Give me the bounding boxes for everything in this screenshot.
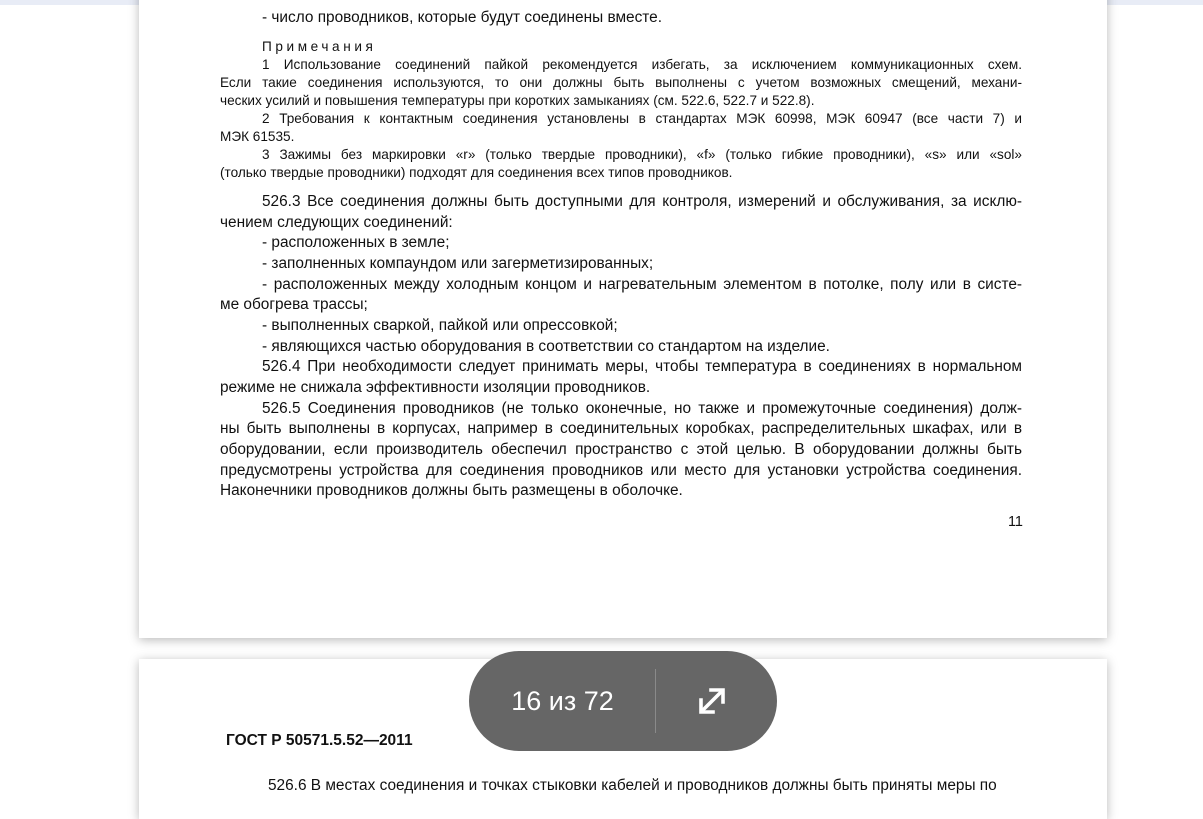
- body-line: 526.6 В местах соединения и точках стыковки кабелей и проводников должны быть приняты меры по: [268, 777, 997, 794]
- body-line: режиме не снижала эффективности изоляции проводников.: [220, 379, 651, 396]
- note-line: ческих усилий и повышения температуры при коротких замыканиях (см. 522.6, 522.7 и 522.8).: [220, 93, 815, 108]
- body-line: 526.3 Все соединения должны быть доступными для контроля, измерений и обслуживания, за исклю-: [262, 193, 1022, 210]
- body-line: - расположенных между холодным концом и нагревательным элементом в потолке, полу или в систе-: [262, 276, 1022, 293]
- note-line: Если такие соединения используются, то они должны быть выполнены с учетом возможных смещений, механи-: [220, 75, 1022, 90]
- note-line: 2 Требования к контактным соединения установлены в стандартах МЭК 60998, МЭК 60947 (все части 7) и: [262, 111, 1022, 126]
- page-number: 11: [1007, 514, 1023, 530]
- text-line: - число проводников, которые будут соединены вместе.: [262, 9, 663, 26]
- pager-divider: [655, 669, 656, 733]
- page-indicator-text: 16 из 72: [511, 685, 614, 716]
- body-line: - выполненных сваркой, пайкой или опрессовкой;: [262, 317, 618, 334]
- body-line: чением следующих соединений:: [220, 214, 453, 231]
- page-indicator-pill: [469, 651, 777, 751]
- document-page-11: [139, 0, 1107, 638]
- body-line: Наконечники проводников должны быть размещены в оболочке.: [220, 482, 683, 499]
- body-line: ны быть выполнены в корпусах, например в соединительных коробках, распределительных шкафах, или в: [220, 420, 1022, 437]
- body-line: предусмотрены устройства для соединения проводников или место для установки устройства соединения.: [220, 462, 1022, 479]
- body-line: - являющихся частью оборудования в соответствии со стандартом на изделие.: [262, 338, 830, 355]
- body-line: ме обогрева трассы;: [220, 296, 368, 313]
- gost-header: ГОСТ Р 50571.5.52—2011: [226, 732, 413, 749]
- body-line: - заполненных компаундом или загерметизированных;: [262, 255, 654, 272]
- note-line: 1 Использование соединений пайкой рекомендуется избегать, за исключением коммуникационных схем.: [262, 57, 1022, 72]
- expand-arrows-icon: [697, 686, 727, 716]
- note-line: МЭК 61535.: [220, 129, 295, 144]
- note-line: 3 Зажимы без маркировки «r» (только твердые проводники), «f» (только гибкие проводники), «s» или «sol»: [262, 147, 1022, 162]
- note-line: (только твердые проводники) подходят для соединения всех типов проводников.: [220, 165, 733, 180]
- body-line: 526.5 Соединения проводников (не только оконечные, но также и промежуточные соединения) долж-: [262, 400, 1022, 417]
- body-line: оборудовании, если производитель обеспечил пространство с этой целью. В оборудовании должны быть: [220, 441, 1022, 458]
- notes-title: Примечания: [262, 39, 377, 54]
- fullscreen-button[interactable]: [685, 681, 739, 721]
- body-line: - расположенных в земле;: [262, 234, 450, 251]
- body-line: 526.4 При необходимости следует принимать меры, чтобы температура в соединениях в нормальном: [262, 358, 1022, 375]
